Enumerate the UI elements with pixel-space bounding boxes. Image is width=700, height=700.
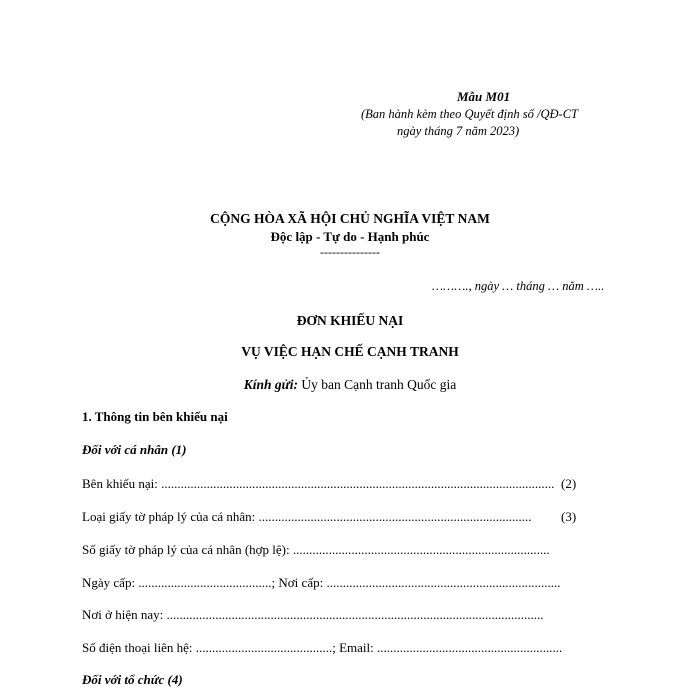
field-current-residence (82, 607, 544, 623)
field-legal-doc-number (82, 542, 550, 558)
field-note: (2) (561, 476, 577, 491)
field-complainant (82, 476, 554, 492)
recipient-value: Ủy ban Cạnh tranh Quốc gia (301, 377, 457, 392)
date-line: ………., ngày … tháng … năm ….. (432, 279, 605, 293)
recipient-line (0, 377, 700, 393)
field-text: Loại giấy tờ pháp lý của cá nhân: .................................................................................... (82, 509, 532, 524)
field-legal-doc-type (82, 509, 532, 525)
document-title: ĐƠN KHIẾU NẠI (296, 313, 404, 328)
field-phone-email (82, 640, 562, 656)
field-note: (3) (561, 509, 577, 524)
field-text: Ngày cấp: .........................................; Nơi cấp: ........................................................................ (82, 575, 561, 590)
form-code: Mẫu M01 (457, 89, 511, 104)
section-heading: 1. Thông tin bên khiếu nại (82, 409, 228, 424)
recipient-label: Kính gửi: (243, 377, 298, 392)
document-subtitle: VỤ VIỆC HẠN CHẾ CẠNH TRANH (241, 344, 459, 359)
field-text: Số giấy tờ pháp lý của cá nhân (hợp lệ): ............................................................................... (82, 542, 550, 557)
field-text: Bên khiếu nại: ......................................................................................................................... (82, 476, 555, 491)
field-issue-date-place (82, 575, 560, 591)
field-text: Nơi ở hiện nay: .................................................................................................................... (82, 607, 544, 622)
issued-date-line: ngày tháng 7 năm 2023) (397, 124, 520, 138)
issued-decision-line: (Ban hành kèm theo Quyết định số /QĐ-CT (361, 107, 578, 121)
national-title: CỘNG HÒA XÃ HỘI CHỦ NGHĨA VIỆT NAM (210, 211, 490, 226)
national-motto: Độc lập - Tự do - Hạnh phúc (270, 229, 430, 244)
organization-heading: Đối với tổ chức (4) (82, 672, 183, 687)
motto-separator: --------------- (320, 245, 380, 259)
individual-heading: Đối với cá nhân (1) (82, 442, 187, 457)
field-text: Số điện thoại liên hệ: ..........................................; Email: ......................................................... (82, 640, 563, 655)
